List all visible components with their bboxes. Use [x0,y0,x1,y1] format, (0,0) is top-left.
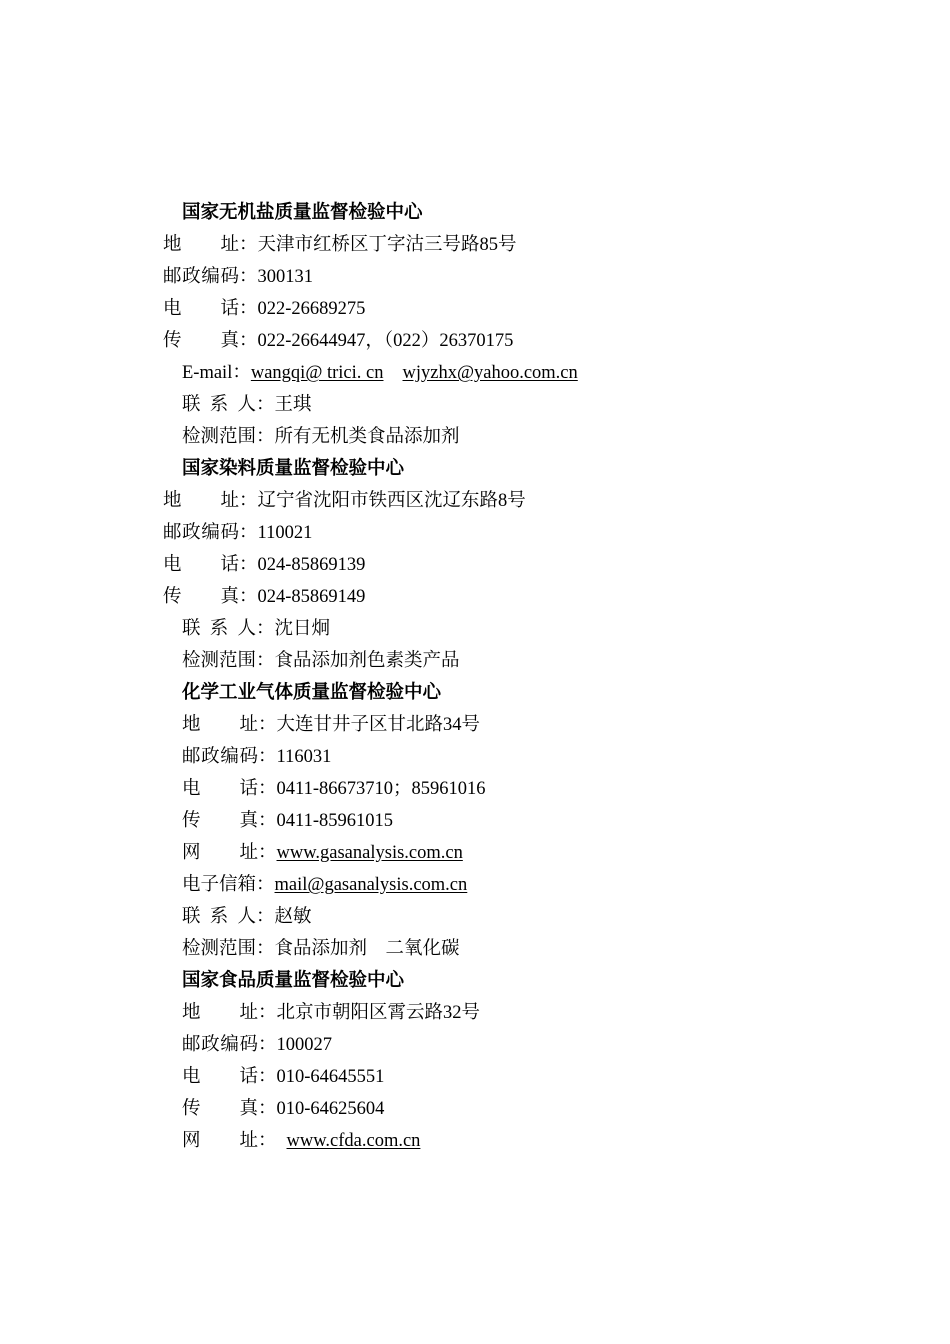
section-title: 国家食品质量监督检验中心 [182,971,405,991]
website-link[interactable]: www.cfda.com.cn [286,1131,421,1151]
field-label: 地址 [163,491,239,511]
field-label: 邮政编码 [182,747,258,767]
phone-row: 电话：010-64645551 [0,1061,950,1093]
document-page [0,197,950,1157]
field-label: 检测范围 [182,939,257,959]
field-label: 联 系 人 [182,395,257,415]
section-title: 国家无机盐质量监督检验中心 [182,203,423,223]
scope-value: 食品添加剂色素类产品 [274,651,460,671]
scope-row: 检测范围：食品添加剂 二氧化碳 [182,939,460,959]
contact-row: 联 系 人：沈日炯 [182,619,331,639]
phone-value: 0411-86673710；85961016 [276,779,486,799]
field-label: 联 系 人 [182,619,257,639]
phone-row: 电话：0411-86673710；85961016 [0,773,950,805]
field-label: 传真 [182,1099,258,1119]
email-link[interactable]: mail@gasanalysis.com.cn [274,875,468,895]
address-value: 北京市朝阳区霄云路32号 [276,1003,481,1023]
postcode-row: 邮政编码：116031 [0,741,950,773]
scope-row: 检测范围：所有无机类食品添加剂 [182,427,460,447]
email-link[interactable]: wjyzhx@yahoo.com.cn [402,363,578,383]
contact-value: 赵敏 [274,907,312,927]
address-value: 辽宁省沈阳市铁西区沈辽东路8号 [257,491,526,511]
field-label: 地址 [182,1003,258,1023]
postcode-value: 110021 [257,523,313,543]
field-label: 网址 [182,843,258,863]
contact-row: 联 系 人：赵敏 [182,907,312,927]
field-label: 地址 [163,235,239,255]
field-label: 传真 [182,811,258,831]
field-label: 邮政编码 [163,523,239,543]
fax-row: 传真：024-85869149 [0,581,950,613]
contact-value: 王琪 [274,395,312,415]
postcode-row: 邮政编码：110021 [0,517,950,549]
website-row: 网址： www.cfda.com.cn [0,1125,950,1157]
section-title: 化学工业气体质量监督检验中心 [182,683,442,703]
contact-value: 沈日炯 [274,619,331,639]
phone-value: 010-64645551 [276,1067,385,1087]
website-row: 网址：www.gasanalysis.com.cn [0,837,950,869]
field-label: 传真 [163,587,239,607]
fax-value: 022-26644947，（022）26370175 [257,331,514,351]
scope-value: 所有无机类食品添加剂 [274,427,460,447]
fax-row: 传真：010-64625604 [0,1093,950,1125]
fax-row: 传真：022-26644947，（022）26370175 [0,325,950,357]
field-label: 电话 [182,1067,258,1087]
field-label: 电话 [163,555,239,575]
field-label: 网址 [182,1131,258,1151]
fax-row: 传真：0411-85961015 [0,805,950,837]
phone-value: 022-26689275 [257,299,366,319]
postcode-value: 100027 [276,1035,333,1055]
email-row: 电子信箱：mail@gasanalysis.com.cn [182,875,468,895]
contact-row: 联 系 人：王琪 [182,395,312,415]
field-label: 地址 [182,715,258,735]
postcode-row: 邮政编码：100027 [0,1029,950,1061]
phone-row: 电话：022-26689275 [0,293,950,325]
address-row: 地址：辽宁省沈阳市铁西区沈辽东路8号 [0,485,950,517]
email-row: E-mail：wangqi@ trici. cn wjyzhx@yahoo.com.cn [182,363,578,383]
postcode-row: 邮政编码：300131 [0,261,950,293]
field-label: 检测范围 [182,651,257,671]
phone-row: 电话：024-85869139 [0,549,950,581]
fax-value: 010-64625604 [276,1099,385,1119]
scope-row: 检测范围：食品添加剂色素类产品 [182,651,460,671]
field-label: 邮政编码 [163,267,239,287]
address-row: 地址：北京市朝阳区霄云路32号 [0,997,950,1029]
scope-value: 食品添加剂 二氧化碳 [274,939,460,959]
field-label: 传真 [163,331,239,351]
field-label: 电话 [182,779,258,799]
postcode-value: 300131 [257,267,314,287]
field-label: 电话 [163,299,239,319]
address-value: 大连甘井子区甘北路34号 [276,715,481,735]
field-label: 联 系 人 [182,907,257,927]
address-value: 天津市红桥区丁字沽三号路85号 [257,235,517,255]
address-row: 地址：天津市红桥区丁字沽三号路85号 [0,229,950,261]
email-link[interactable]: wangqi@ trici. cn [250,363,384,383]
field-label: 电子信箱 [182,875,257,895]
postcode-value: 116031 [276,747,332,767]
website-link[interactable]: www.gasanalysis.com.cn [276,843,463,863]
field-label: E-mail [182,363,233,383]
fax-value: 0411-85961015 [276,811,393,831]
field-label: 检测范围 [182,427,257,447]
section-title: 国家染料质量监督检验中心 [182,459,405,479]
field-label: 邮政编码 [182,1035,258,1055]
phone-value: 024-85869139 [257,555,366,575]
address-row: 地址：大连甘井子区甘北路34号 [0,709,950,741]
fax-value: 024-85869149 [257,587,366,607]
